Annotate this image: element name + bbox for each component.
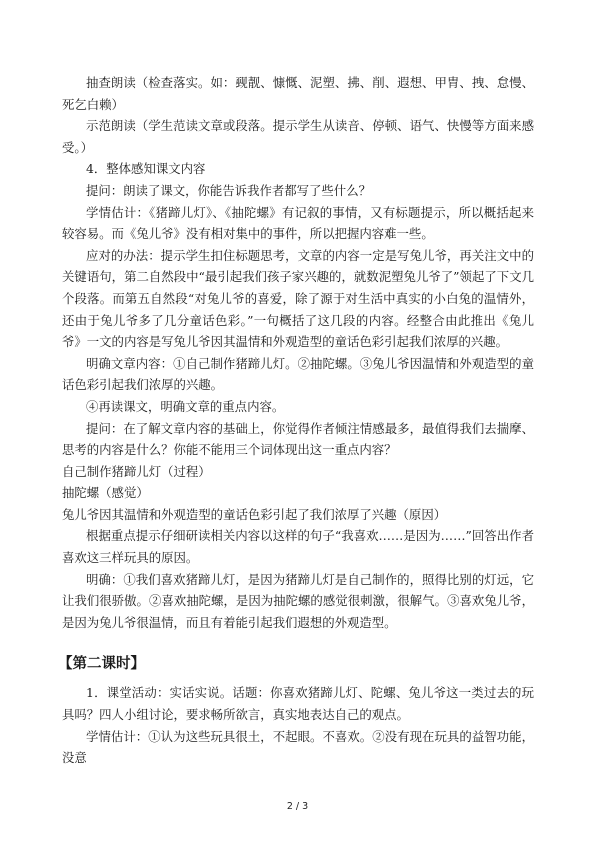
paragraph-learning-estimate-2: 学情估计：①认为这些玩具很土，不起眼。不喜欢。②没有现在玩具的益智功能，没意 bbox=[62, 728, 534, 766]
paragraph-reread-text: ④再读课文，明确文章的重点内容。 bbox=[86, 398, 285, 414]
paragraph-check-reading: 抽查朗读（检查落实。如：觋靓、慷慨、泥塑、拂、削、遐想、甲胄、拽、怠慢、死乞白赖） bbox=[62, 75, 534, 112]
paragraph-item-top: 抽陀螺（感觉） bbox=[62, 485, 149, 501]
document-body bbox=[58, 72, 534, 769]
paragraph-item-lantern: 自己制作猪蹄儿灯（过程） bbox=[62, 463, 211, 479]
paragraph-learning-estimate: 学情估计：《猪蹄儿灯》、《抽陀螺》有记叙的事情，又有标题提示，所以概括起来较容易。而《兔儿爷》没有相对集中的事件，所以把握内容难一些。 bbox=[62, 204, 534, 242]
paragraph-response-method: 应对的办法：提示学生扣住标题思考，文章的内容一定是写兔儿爷，再关注文中的关键语句，第二自然段中“最引起我们孩子家兴趣的，就数泥塑兔儿爷了”领起了下文几个段落。而第五自然段“对兔儿爷的喜爱，除了源于对生活中真实的小白兔的温情外，还由于兔儿爷多了几分童话色彩。”一句概括了这几段的内容。经整合由此推出《兔儿爷》一文的内容是写兔儿爷因其温情和外观造型的童话色彩引起我们浓厚的兴趣。 bbox=[62, 247, 534, 350]
paragraph-question-focus: 提问：在了解文章内容的基础上，你觉得作者倾注情感最多，最值得我们去揣摩、思考的内容是什么？你能不能用三个词体现出这一重点内容？ bbox=[62, 420, 534, 458]
paragraph-model-reading: 示范朗读（学生范读文章或段落。提示学生从读音、停顿、语气、快慢等方面来感受。） bbox=[62, 118, 534, 155]
paragraph-question-content: 提问：朗读了课文，你能告诉我作者都写了些什么？ bbox=[86, 182, 371, 198]
paragraph-study-prompt: 根据重点提示仔细研读相关内容以这样的句子“我喜欢……是因为……”回答出作者喜欢这三样玩具的原因。 bbox=[62, 528, 534, 566]
paragraph-clarify-reasons: 明确：①我们喜欢猪蹄儿灯，是因为猪蹄儿灯是自己制作的，照得比别的灯远，它让我们很骄傲。②喜欢抽陀螺，是因为抽陀螺的感觉很刺激，很解气。③喜欢兔儿爷，是因为兔儿爷很温情，而且有着能引起我们遐想的外观造型。 bbox=[62, 571, 534, 630]
paragraph-class-activity: 1．课堂活动：实话实说。话题：你喜欢猪蹄儿灯、陀螺、兔儿爷这一类过去的玩具吗？四人小组讨论，要求畅所欲言，真实地表达自己的观点。 bbox=[62, 685, 534, 723]
section-title-second-lesson: 【第二课时】 bbox=[58, 655, 145, 673]
step-heading-overall-perception: 4．整体感知课文内容 bbox=[86, 161, 206, 177]
page-number: 2 / 3 bbox=[286, 801, 309, 812]
paragraph-clarify-content: 明确文章内容：①自己制作猪蹄儿灯。②抽陀螺。③兔儿爷因温情和外观造型的童话色彩引起我们浓厚的兴趣。 bbox=[62, 355, 534, 393]
paragraph-item-rabbit: 兔儿爷因其温情和外观造型的童话色彩引起了我们浓厚了兴趣（原因） bbox=[62, 506, 447, 522]
